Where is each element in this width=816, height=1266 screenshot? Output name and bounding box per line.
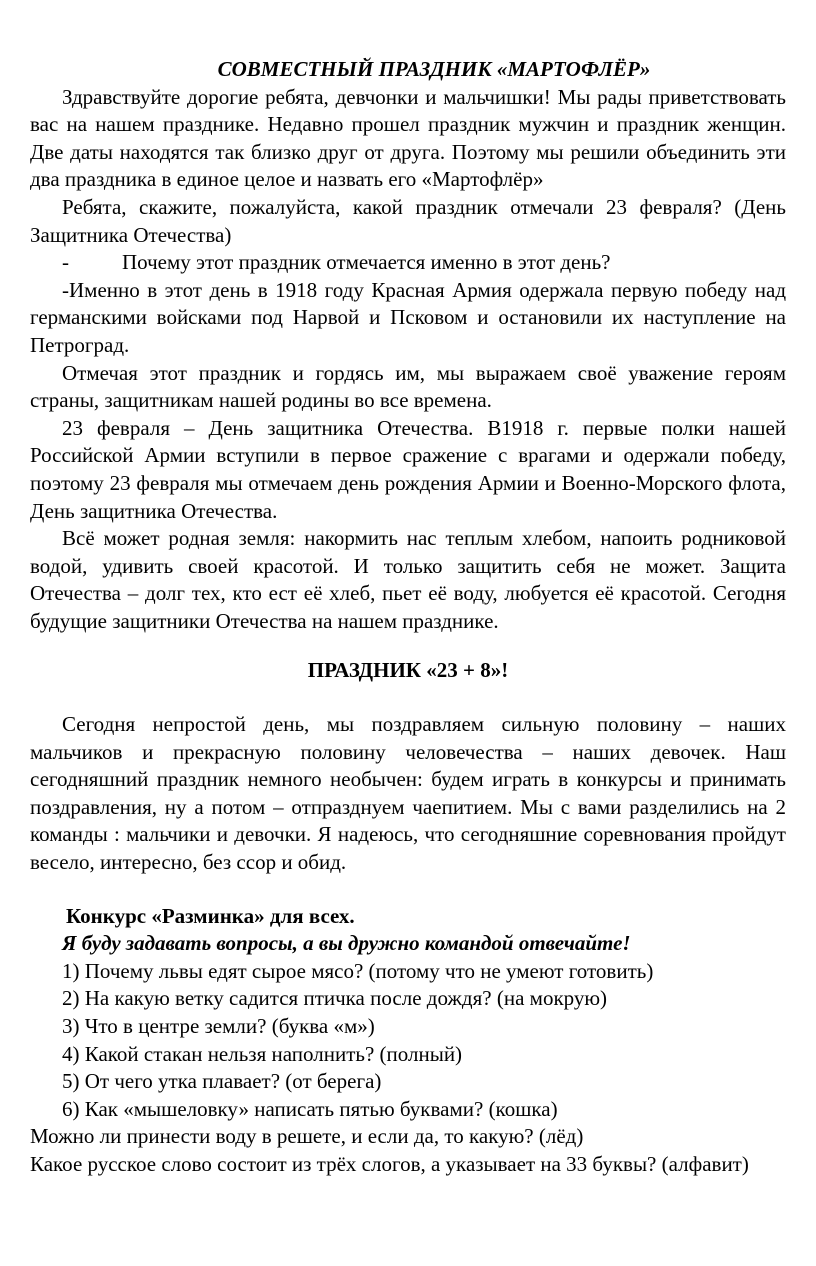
list-item: 2) На какую ветку садится птичка после дождя? (на мокрую) (62, 986, 608, 1011)
history-paragraph: -Именно в этот день в 1918 году Красная Армия одержала первую победу над германскими войсками под Нарвой и Псковом и остановили их наступление на Петроград. (30, 277, 786, 357)
list-item: 6) Как «мышеловку» написать пятью буквами? (кошка) (62, 1096, 558, 1121)
february-paragraph: 23 февраля – День защитника Отечества. В1918 г. первые полки нашей Российской Армии вступили в первое сражение с врагами и одержали победу, поэтому 23 февраля мы отмечаем день рождения Армии и Военно-Морского флота, День защитника Отечества. (30, 415, 786, 523)
contest-title: Конкурс «Разминка» для всех. (66, 903, 355, 928)
list-item: 5) От чего утка плавает? (от берега) (62, 1069, 382, 1094)
homeland-paragraph: Всё может родная земля: накормить нас теплым хлебом, напоить родниковой водой, удивить своей красотой. И только защитить себя не может. Защита Отечества – долг тех, кто ест её хлеб, пьет её воду, любуется её красотой. Сегодня будущие защитники Отечества на нашем празднике. (30, 526, 786, 633)
dash-question-line (30, 249, 786, 277)
section-paragraph: Сегодня непростой день, мы поздравляем сильную половину – наших мальчиков и прекрасную половину человечества – наших девочек. Наш сегодняшний праздник немного необычен: будем играть в конкурсы и принимать поздравления, ну а потом – отпразднуем чаепитием. Мы с вами разделились на 2 команды : мальчики и девочки. Я надеюсь, что сегодняшние соревнования пройдут весело, интересно, без ссор и обид. (30, 712, 786, 875)
document-page (30, 56, 786, 1179)
document-title: СОВМЕСТНЫЙ ПРАЗДНИК «МАРТОФЛЁР» (217, 57, 651, 81)
list-item: 3) Что в центре земли? (буква «м») (62, 1014, 375, 1038)
dash-marker: - (62, 250, 69, 275)
extra-question: Какое русское слово состоит из трёх слогов, а указывает на 33 буквы? (алфавит) (30, 1151, 749, 1176)
list-item: 4) Какой стакан нельзя наполнить? (полный) (62, 1041, 463, 1066)
questions-list (30, 958, 786, 1124)
list-item: 1) Почему львы едят сырое мясо? (потому что не умеют готовить) (62, 958, 654, 983)
question-paragraph: Ребята, скажите, пожалуйста, какой праздник отмечали 23 февраля? (День Защитника Отечества) (30, 194, 786, 247)
respect-paragraph: Отмечая этот праздник и гордясь им, мы выражаем своё уважение героям страны, защитникам нашей родины во все времена. (30, 360, 786, 413)
dash-question-text: Почему этот праздник отмечается именно в этот день? (122, 250, 611, 275)
greeting-paragraph: Здравствуйте дорогие ребята, девчонки и мальчишки! Мы рады приветствовать вас на нашем празднике. Недавно прошел праздник мужчин и праздник женщин. Две даты находятся так близко друг от друга. Поэтому мы решили объединить эти два праздника в единое целое и назвать его «Мартофлёр» (30, 84, 786, 192)
extra-question: Можно ли принести воду в решете, и если да, то какую? (лёд) (30, 1124, 584, 1149)
section-title: ПРАЗДНИК «23 + 8»! (307, 658, 509, 683)
contest-subtitle: Я буду задавать вопросы, а вы дружно командой отвечайте! (62, 931, 631, 956)
